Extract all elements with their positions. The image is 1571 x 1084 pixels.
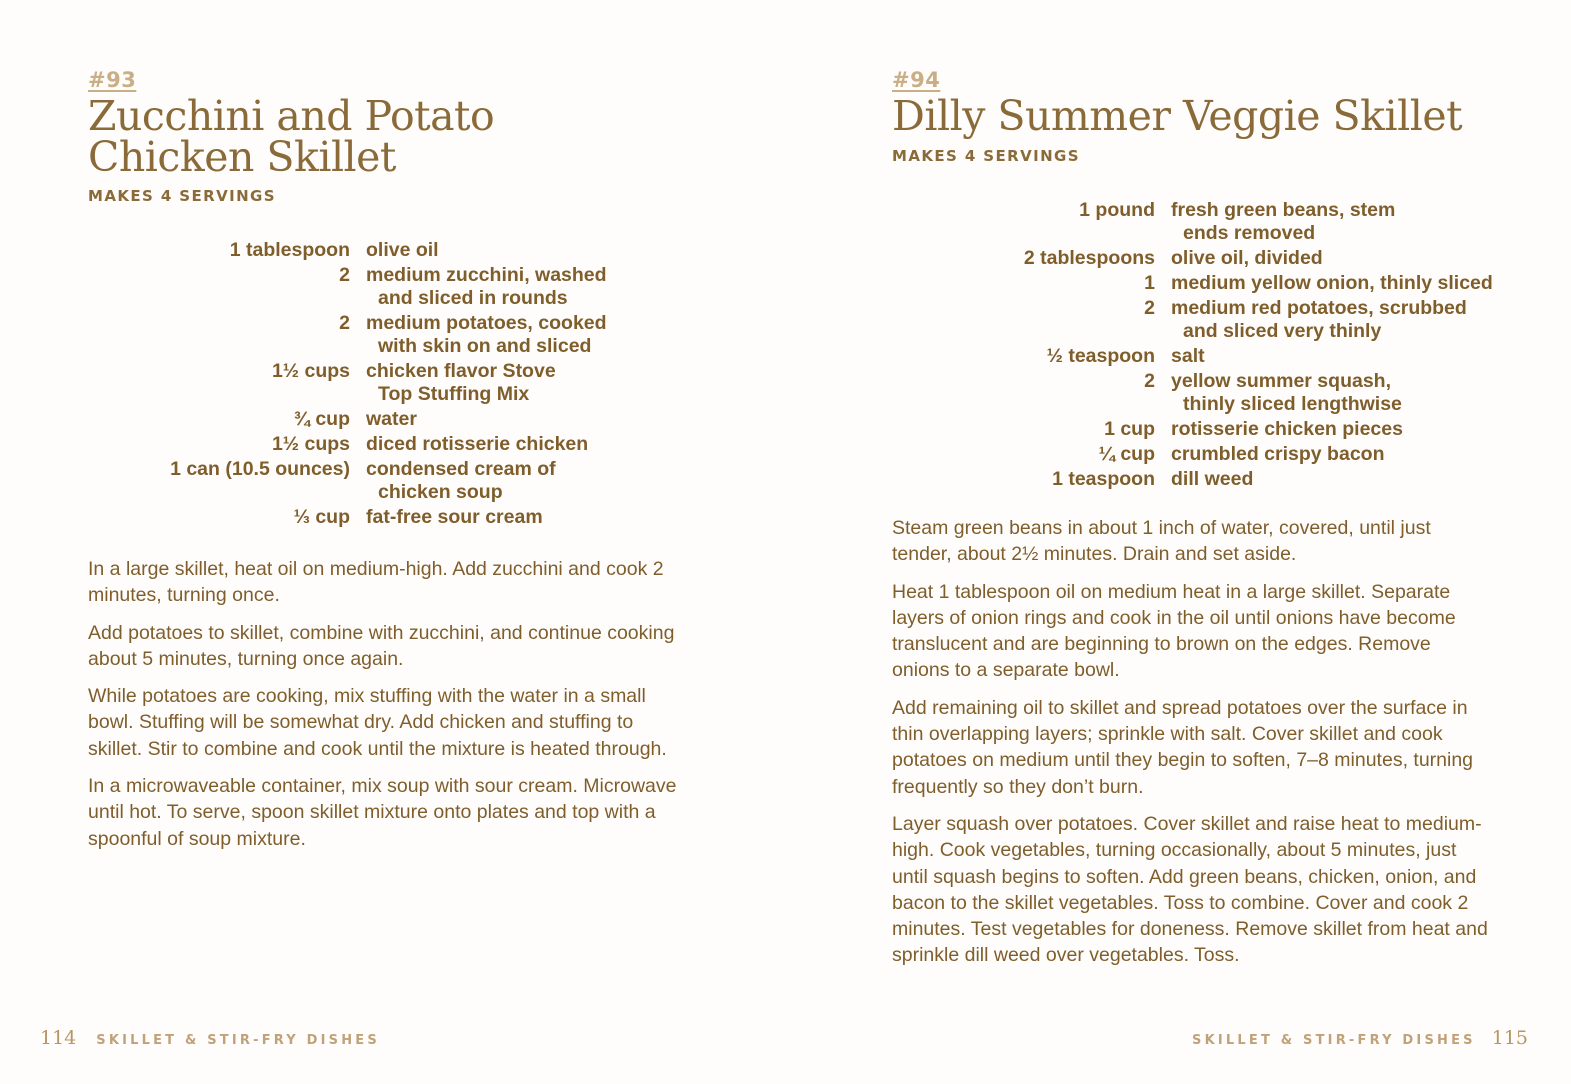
ingredient-name — [1171, 370, 1402, 416]
ingredient-quantity: ¼ cup — [1098, 443, 1155, 465]
ingredient-quantity: 1 tablespoon — [229, 239, 350, 261]
ingredient-row — [88, 458, 607, 504]
ingredient-row — [892, 345, 1493, 368]
ingredient-text: olive oil, divided — [1171, 247, 1323, 269]
left-footer — [40, 1027, 380, 1049]
ingredient-name — [1171, 199, 1395, 245]
ingredient-quantity: ⅓ cup — [293, 506, 350, 528]
ingredient-text: chicken flavor Stove — [366, 360, 556, 382]
ingredient-text-continued: Top Stuffing Mix — [378, 383, 530, 405]
left-page — [88, 0, 688, 1084]
ingredient-row — [892, 418, 1493, 441]
ingredient-text-continued: with skin on and sliced — [378, 335, 592, 357]
ingredient-text-continued: and sliced very thinly — [1183, 320, 1382, 342]
ingredient-text: fat-free sour cream — [366, 506, 543, 528]
right-page — [892, 0, 1512, 1084]
ingredient-text: medium potatoes, cooked — [366, 312, 607, 334]
ingredient-quantity: 1 — [1144, 272, 1155, 294]
method-step: Steam green beans in about 1 inch of water, covered, until just tender, about 2½ minutes. Drain and set aside. — [892, 517, 1431, 566]
ingredient-text: fresh green beans, stem — [1171, 199, 1396, 221]
ingredient-quantity: 2 — [1144, 370, 1155, 392]
ingredient-name — [366, 360, 556, 406]
ingredient-text: yellow summer squash, — [1171, 370, 1391, 392]
section-title: SKILLET & STIR-FRY DISHES — [1192, 1033, 1476, 1048]
ingredient-row — [88, 506, 607, 529]
ingredient-quantity: 1½ cups — [271, 433, 350, 455]
ingredient-quantity: ¾ cup — [293, 408, 350, 430]
method-step: Add potatoes to skillet, combine with zucchini, and continue cooking about 5 minutes, turning once again. — [88, 621, 675, 670]
section-title: SKILLET & STIR-FRY DISHES — [96, 1033, 380, 1048]
recipe-title — [88, 92, 495, 181]
ingredient-row — [88, 239, 607, 262]
ingredient-text-continued: thinly sliced lengthwise — [1183, 393, 1402, 415]
title-line: Chicken Skillet — [88, 133, 396, 181]
ingredient-row — [892, 272, 1493, 295]
ingredient-name — [1171, 468, 1253, 491]
method-step: While potatoes are cooking, mix stuffing with the water in a small bowl. Stuffing will be somewhat dry. Add chicken and stuffing to skillet. Stir to combine and cook until the mixture is heated through. — [88, 685, 667, 760]
ingredient-text: salt — [1171, 345, 1205, 367]
ingredient-row — [88, 408, 607, 431]
ingredient-name — [366, 408, 417, 431]
ingredient-quantity: 1½ cups — [271, 360, 350, 382]
ingredient-text-continued: ends removed — [1183, 222, 1316, 244]
title-line: Dilly Summer Veggie Skillet — [892, 92, 1463, 140]
ingredient-list — [892, 199, 1493, 493]
ingredient-name — [1171, 443, 1384, 466]
recipe-number: #93 — [88, 68, 137, 92]
ingredient-text: dill weed — [1171, 468, 1254, 490]
ingredient-quantity: 1 teaspoon — [1052, 468, 1155, 490]
ingredient-list — [88, 239, 607, 531]
ingredient-row — [88, 360, 607, 406]
ingredient-name — [1171, 345, 1205, 368]
ingredient-name — [366, 264, 607, 310]
ingredient-quantity: 1 pound — [1079, 199, 1155, 221]
page-number: 114 — [40, 1027, 77, 1049]
ingredient-name — [366, 312, 607, 358]
ingredient-quantity: 2 — [1144, 297, 1155, 319]
ingredient-text: medium yellow onion, thinly sliced — [1171, 272, 1493, 294]
ingredient-row — [88, 264, 607, 310]
ingredient-row — [892, 370, 1493, 416]
ingredient-text: olive oil — [366, 239, 439, 261]
method-step: Add remaining oil to skillet and spread potatoes over the surface in thin overlapping layers; sprinkle with salt. Cover skillet and cook potatoes on medium until they begin to soften, 7–8 minutes, turning frequently so they don’t burn. — [892, 696, 1474, 798]
ingredient-text: rotisserie chicken pieces — [1171, 418, 1403, 440]
ingredient-name — [1171, 272, 1493, 295]
ingredient-row — [892, 247, 1493, 270]
ingredient-row — [892, 297, 1493, 343]
recipe-title — [892, 92, 1463, 140]
ingredient-name — [1171, 247, 1323, 270]
servings-label: MAKES 4 SERVINGS — [892, 147, 1080, 165]
ingredient-text-continued: chicken soup — [378, 481, 503, 503]
ingredient-text: medium zucchini, washed — [366, 264, 607, 286]
ingredient-name — [366, 433, 588, 456]
ingredient-name — [366, 239, 439, 262]
ingredient-name — [1171, 418, 1403, 441]
ingredient-text-continued: and sliced in rounds — [378, 287, 568, 309]
ingredient-row — [892, 468, 1493, 491]
ingredient-name — [366, 506, 543, 529]
page-number: 115 — [1491, 1027, 1528, 1049]
ingredient-text: crumbled crispy bacon — [1171, 443, 1385, 465]
method-steps — [892, 515, 1492, 980]
servings-label: MAKES 4 SERVINGS — [88, 187, 276, 205]
method-step: Heat 1 tablespoon oil on medium heat in a large skillet. Separate layers of onion rings and cook in the oil until onions have become translucent and are beginning to brown on the edges. Remove onions to a separate bowl. — [892, 580, 1456, 682]
ingredient-quantity: 1 can (10.5 ounces) — [170, 458, 350, 480]
ingredient-text: condensed cream of — [366, 458, 556, 480]
ingredient-quantity: ½ teaspoon — [1046, 345, 1155, 367]
method-step: In a microwaveable container, mix soup with sour cream. Microwave until hot. To serve, spoon skillet mixture onto plates and top with a spoonful of soup mixture. — [88, 775, 677, 850]
recipe-number: #94 — [892, 68, 941, 92]
method-step: In a large skillet, heat oil on medium-high. Add zucchini and cook 2 minutes, turning once. — [88, 558, 664, 607]
ingredient-text: water — [366, 408, 417, 430]
ingredient-name — [366, 458, 556, 504]
ingredient-quantity: 2 — [339, 264, 350, 286]
ingredient-quantity: 1 cup — [1104, 418, 1155, 440]
method-step: Layer squash over potatoes. Cover skillet and raise heat to medium-high. Cook vegetables, turning occasionally, about 5 minutes, just until squash begins to soften. Add green beans, chicken, onion, and bacon to the skillet vegetables. Toss to combine. Cover and cook 2 minutes. Test vegetables for doneness. Remove skillet from heat and sprinkle dill weed over vegetables. Toss. — [892, 812, 1488, 967]
right-footer — [1192, 1027, 1528, 1049]
ingredient-name — [1171, 297, 1467, 343]
ingredient-row — [88, 433, 607, 456]
ingredient-row — [892, 443, 1493, 466]
ingredient-row — [88, 312, 607, 358]
ingredient-text: medium red potatoes, scrubbed — [1171, 297, 1467, 319]
title-line: Zucchini and Potato — [88, 92, 495, 140]
ingredient-row — [892, 199, 1493, 245]
ingredient-text: diced rotisserie chicken — [366, 433, 589, 455]
ingredient-quantity: 2 — [339, 312, 350, 334]
method-steps — [88, 556, 688, 863]
ingredient-quantity: 2 tablespoons — [1023, 247, 1155, 269]
